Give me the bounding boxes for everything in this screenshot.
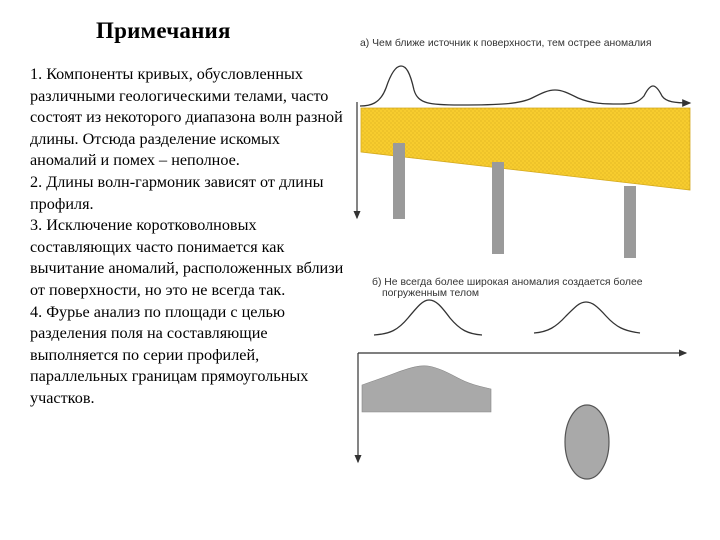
figure-a-source-deep — [624, 186, 636, 258]
note-item-2: 2. Длины волн-гармоник зависят от длины профиля. — [30, 172, 324, 213]
figure-a-source-middle — [492, 162, 504, 254]
note-item-4: 4. Фурье анализ по площади с целью разделения поля на составляющие выполняется по серии профилей, параллельных границам прямоугольных участков. — [30, 302, 309, 407]
figure-b-shallow-body — [362, 366, 491, 412]
figure-b — [358, 300, 686, 479]
note-item-3: 3. Исключение коротковолновых составляющих часто понимается как вычитание аномалий, расположенных вблизи от поверхности, но это не всегда так. — [30, 216, 344, 299]
note-item-1: 1. Компоненты кривых, обусловленных различными геологическими телами, часто состоят из некоторого диапазона волн разной длины. Отсюда разделение искомых аномалий и помех – неполное. — [30, 65, 343, 170]
page-title: Примечания — [96, 18, 231, 43]
figure-a — [357, 66, 690, 258]
figure-b-deep-body — [565, 405, 609, 479]
figure-b-anomaly-curve-2 — [534, 302, 640, 333]
figure-b-caption-line1: б) Не всегда более широкая аномалия создается более — [372, 277, 643, 288]
figure-a-anomaly-curve — [360, 66, 690, 106]
figure-a-source-shallow — [393, 143, 405, 219]
figure-b-caption-line2: погруженным телом — [382, 288, 480, 299]
figure-b-anomaly-curve-1 — [374, 300, 482, 335]
figure-a-caption: а) Чем ближе источник к поверхности, тем острее аномалия — [360, 38, 652, 49]
figure-a-layer — [361, 108, 690, 190]
